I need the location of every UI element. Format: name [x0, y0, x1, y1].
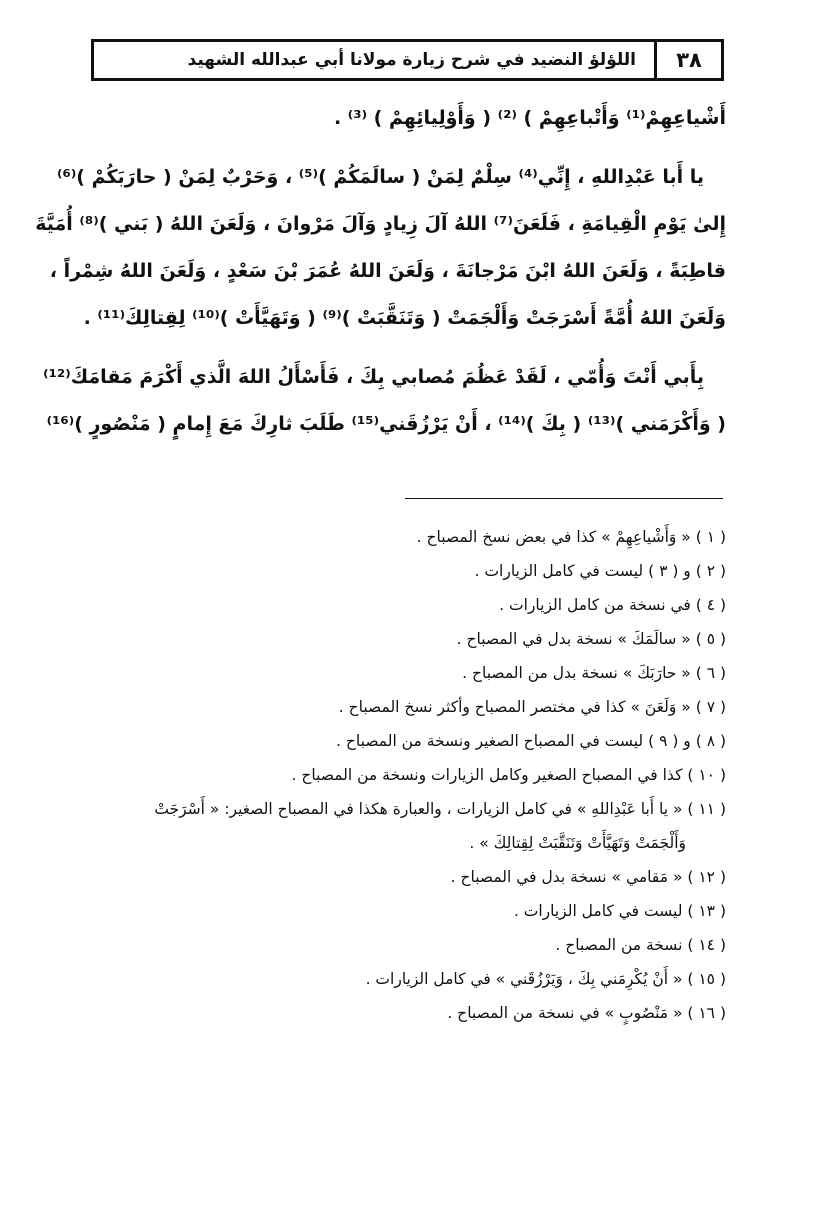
- footnotes: [96, 520, 726, 1030]
- footnote: ( ١٥ ) « أَنْ يُكْرِمَني بِكَ ، وَيَرْزُقَني » في كامل الزيارات .: [365, 970, 726, 988]
- footnote: ( ١٤ ) نسخة من المصباح .: [555, 936, 726, 954]
- page-header: [91, 39, 724, 81]
- footnote: ( ٨ ) و ( ٩ ) ليست في المصباح الصغير ونسخة من المصباح .: [336, 732, 726, 750]
- footnote: ( ١٦ ) « مَنْصُوبٍ » في نسخة من المصباح .: [447, 1004, 726, 1022]
- footnote: ( ١٣ ) ليست في كامل الزيارات .: [513, 902, 726, 920]
- page-number: ٣٨: [654, 42, 721, 78]
- footnote: ( ١١ ) « يا أَبا عَبْدِاللهِ » في كامل الزيارات ، والعبارة هكذا في المصباح الصغير: « أَسْرَجَتْ: [154, 800, 726, 818]
- running-title: اللؤلؤ النضيد في شرح زيارة مولانا أبي عبدالله الشهيد: [187, 50, 636, 70]
- footnote: ( ٧ ) « وَلَعَنَ » كذا في مختصر المصباح وأكثر نسخ المصباح .: [338, 698, 726, 716]
- text-line: أَشْياعِهِمْ⁽¹⁾ وَأَتْباعِهِمْ ) ⁽²⁾ ( وَأَوْلِيائِهِمْ ) ⁽³⁾ .: [333, 107, 726, 129]
- footnote: ( ٥ ) « سالَمَكَ » نسخة بدل في المصباح .: [456, 630, 726, 648]
- text-line: ( وَأَكْرَمَني )⁽¹³⁾ ( بِكَ )⁽¹⁴⁾ ، أَنْ يَرْزُقَني⁽¹⁵⁾ طَلَبَ ثارِكَ مَعَ إِمامٍ ( مَنْصُورٍ )⁽¹⁶⁾: [46, 413, 726, 435]
- text-line: بِأَبي أَنْتَ وَأُمّي ، لَقَدْ عَظُمَ مُصابي بِكَ ، فَأَسْأَلُ اللهَ الَّذي أَكْرَمَ مَقامَكَ⁽¹²⁾: [43, 366, 704, 388]
- footnote: ( ٢ ) و ( ٣ ) ليست في كامل الزيارات .: [474, 562, 726, 580]
- footnote-divider: [405, 498, 723, 499]
- footnote: ( ٦ ) « حارَبَكَ » نسخة بدل من المصباح .: [462, 664, 726, 682]
- footnote: ( ٤ ) في نسخة من كامل الزيارات .: [499, 596, 726, 614]
- footnote: ( ١٠ ) كذا في المصباح الصغير وكامل الزيارات ونسخة من المصباح .: [291, 766, 726, 784]
- text-line: وَلَعَنَ اللهُ أُمَّةً أَسْرَجَتْ وَأَلْجَمَتْ ( وَتَنَقَّبَتْ )⁽⁹⁾ ( وَتَهَيَّأَتْ )⁽¹⁰⁾ لِقِتالِكَ⁽¹¹⁾ .: [83, 307, 726, 329]
- footnote-continuation: وَأَلْجَمَتْ وَتَهَيَّأَتْ وَتَنَقَّبَتْ لِقِتالِكَ » .: [469, 834, 686, 852]
- text-line: يا أَبا عَبْدِاللهِ ، إِنِّي⁽⁴⁾ سِلْمٌ لِمَنْ ( سالَمَكُمْ )⁽⁵⁾ ، وَحَرْبٌ لِمَنْ ( حارَبَكُمْ )⁽⁶⁾: [57, 166, 704, 188]
- footnote: ( ١٢ ) « مَقامي » نسخة بدل في المصباح .: [450, 868, 726, 886]
- text-line: قاطِبَةً ، وَلَعَنَ اللهُ ابْنَ مَرْجانَةَ ، وَلَعَنَ اللهُ عُمَرَ بْنَ سَعْدٍ ، وَلَعَنَ اللهُ شِمْراً ،: [49, 260, 726, 282]
- main-text: [35, 96, 726, 448]
- footnote: ( ١ ) « وَأَشْياعِهِمْ » كذا في بعض نسخ المصباح .: [416, 528, 726, 546]
- text-line: إِلىٰ يَوْمِ الْقِيامَةِ ، فَلَعَنَ⁽⁷⁾ اللهُ آلَ زِيادٍ وَآلَ مَرْوانَ ، وَلَعَنَ اللهُ ( بَني )⁽⁸⁾ أُمَيَّةَ: [35, 213, 726, 235]
